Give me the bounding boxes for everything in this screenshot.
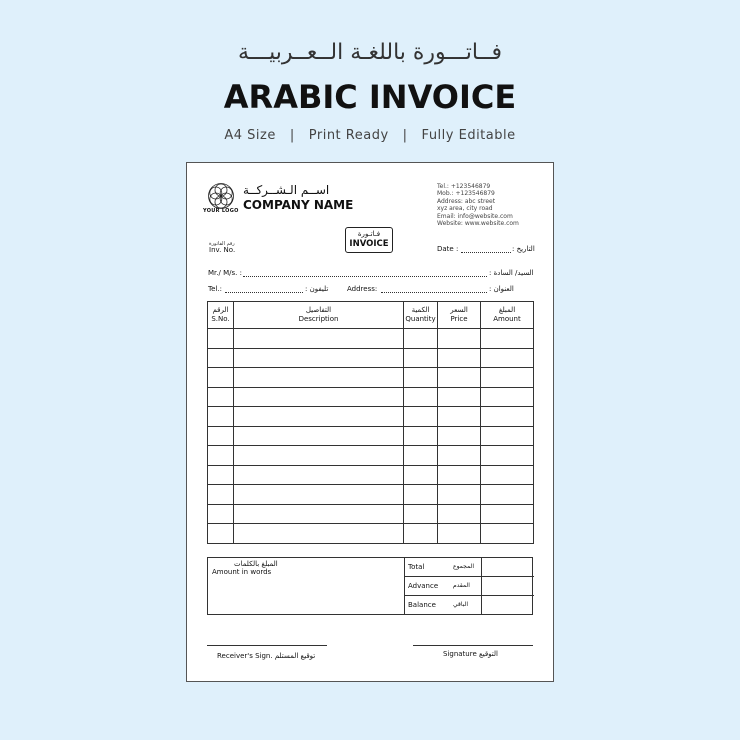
description-cell[interactable] <box>234 465 404 485</box>
sno-cell[interactable] <box>208 485 234 505</box>
table-row <box>208 504 534 524</box>
advance-value-field[interactable] <box>481 577 534 596</box>
description-cell[interactable] <box>234 446 404 466</box>
feature-list <box>0 128 740 143</box>
quantity-cell[interactable] <box>404 329 438 349</box>
amount-cell[interactable] <box>481 465 534 485</box>
contact-address-line1: Address: abc street <box>437 197 496 205</box>
sno-cell[interactable] <box>208 407 234 427</box>
column-header-sno: الرقم S.No. <box>208 302 234 329</box>
quantity-cell[interactable] <box>404 407 438 427</box>
contact-email: Email: info@website.com <box>437 212 513 220</box>
date-label: Date : <box>437 245 459 253</box>
quantity-cell[interactable] <box>404 387 438 407</box>
total-label: Total <box>408 563 425 571</box>
description-cell[interactable] <box>234 504 404 524</box>
company-name: COMPANY NAME <box>243 198 354 212</box>
signature-line[interactable] <box>413 645 533 646</box>
tel-field[interactable] <box>225 292 303 293</box>
invoice-badge-label: INVOICE <box>349 239 389 249</box>
sno-cell[interactable] <box>208 524 234 544</box>
sno-cell[interactable] <box>208 465 234 485</box>
logo-text: YOUR LOGO <box>203 208 239 214</box>
quantity-cell[interactable] <box>404 426 438 446</box>
invoice-badge-arabic: فـاتـورة <box>357 230 381 238</box>
address-label: Address: <box>347 285 378 293</box>
tel-label-arabic: : تليفون <box>305 285 329 293</box>
feature-separator: | <box>289 128 295 143</box>
items-table <box>207 301 534 544</box>
company-name-arabic: اســم الـشــركــة <box>243 183 330 197</box>
address-field[interactable] <box>381 292 487 293</box>
feature-a4-size: A4 Size <box>224 128 276 143</box>
sno-cell[interactable] <box>208 426 234 446</box>
table-header-row <box>208 302 534 329</box>
balance-label-arabic: الباقي <box>453 601 469 608</box>
advance-row <box>405 577 534 596</box>
amount-cell[interactable] <box>481 407 534 427</box>
description-cell[interactable] <box>234 348 404 368</box>
amount-in-words-label-arabic: المبلغ بالكلمات <box>234 560 278 568</box>
tel-label: Tel.: <box>208 285 222 293</box>
description-cell[interactable] <box>234 387 404 407</box>
table-row <box>208 407 534 427</box>
sno-cell[interactable] <box>208 504 234 524</box>
main-title: ARABIC INVOICE <box>223 78 517 116</box>
balance-value-field[interactable] <box>481 596 534 615</box>
signature-label: Signature التوقيع <box>443 650 498 658</box>
price-cell[interactable] <box>438 426 481 446</box>
quantity-cell[interactable] <box>404 446 438 466</box>
balance-row <box>405 596 534 615</box>
price-cell[interactable] <box>438 407 481 427</box>
feature-separator: | <box>402 128 408 143</box>
quantity-cell[interactable] <box>404 368 438 388</box>
sno-cell[interactable] <box>208 387 234 407</box>
feature-print-ready: Print Ready <box>308 128 389 143</box>
customer-label-arabic: : السيد/ السادة <box>489 269 534 277</box>
price-cell[interactable] <box>438 446 481 466</box>
amount-cell[interactable] <box>481 348 534 368</box>
quantity-cell[interactable] <box>404 524 438 544</box>
invoice-sheet <box>186 162 554 682</box>
amount-cell[interactable] <box>481 368 534 388</box>
description-cell[interactable] <box>234 407 404 427</box>
quantity-cell[interactable] <box>404 348 438 368</box>
description-cell[interactable] <box>234 426 404 446</box>
price-cell[interactable] <box>438 465 481 485</box>
table-row <box>208 329 534 349</box>
advance-label: Advance <box>408 582 439 590</box>
column-header-amount: المبلغ Amount <box>481 302 534 329</box>
description-cell[interactable] <box>234 485 404 505</box>
contact-address-line2: xyz area, city road <box>437 205 493 213</box>
contact-tel: Tel.: +123546879 <box>437 183 491 190</box>
price-cell[interactable] <box>438 524 481 544</box>
quantity-cell[interactable] <box>404 465 438 485</box>
sno-cell[interactable] <box>208 368 234 388</box>
price-cell[interactable] <box>438 387 481 407</box>
amount-cell[interactable] <box>481 485 534 505</box>
column-header-quantity: الكمية Quantity <box>404 302 438 329</box>
table-row <box>208 485 534 505</box>
amount-cell[interactable] <box>481 329 534 349</box>
table-row <box>208 465 534 485</box>
price-cell[interactable] <box>438 329 481 349</box>
price-cell[interactable] <box>438 504 481 524</box>
date-field[interactable] <box>461 252 511 253</box>
column-header-description: التفاصيل Description <box>234 302 404 329</box>
receiver-signature-line[interactable] <box>207 645 327 646</box>
table-row <box>208 426 534 446</box>
price-cell[interactable] <box>438 368 481 388</box>
price-cell[interactable] <box>438 348 481 368</box>
amount-cell[interactable] <box>481 426 534 446</box>
table-row <box>208 446 534 466</box>
table-row <box>208 387 534 407</box>
amount-cell[interactable] <box>481 504 534 524</box>
table-row <box>208 524 534 544</box>
totals-block <box>404 558 534 615</box>
amount-in-words-label: Amount in words <box>212 568 272 576</box>
total-label-arabic: المجموع <box>453 563 474 570</box>
quantity-cell[interactable] <box>404 504 438 524</box>
invoice-number-label-arabic: رقم الفاتورة <box>209 241 235 247</box>
amount-cell[interactable] <box>481 446 534 466</box>
balance-label: Balance <box>408 601 436 609</box>
description-cell[interactable] <box>234 329 404 349</box>
contact-mob: Mob.: +123546879 <box>437 190 495 198</box>
amount-cell[interactable] <box>481 524 534 544</box>
customer-field[interactable] <box>243 276 487 277</box>
date-label-arabic: : التاريخ <box>512 245 535 253</box>
table-row <box>208 368 534 388</box>
column-header-price: السعر Price <box>438 302 481 329</box>
price-cell[interactable] <box>438 485 481 505</box>
description-cell[interactable] <box>234 368 404 388</box>
total-row <box>405 558 534 577</box>
address-label-arabic: : العنوان <box>489 285 514 293</box>
invoice-badge <box>345 227 393 253</box>
feature-fully-editable: Fully Editable <box>421 128 516 143</box>
receiver-signature-label: Receiver's Sign. توقيع المستلم <box>217 652 316 660</box>
flower-logo-icon <box>207 182 235 210</box>
sno-cell[interactable] <box>208 446 234 466</box>
table-row <box>208 348 534 368</box>
amount-cell[interactable] <box>481 387 534 407</box>
invoice-number-label: Inv. No. <box>209 246 236 254</box>
sno-cell[interactable] <box>208 348 234 368</box>
contact-info <box>437 183 519 227</box>
sno-cell[interactable] <box>208 329 234 349</box>
customer-label: Mr./ M/s. : <box>208 269 242 277</box>
contact-website: Website: www.website.com <box>437 220 519 228</box>
arabic-title: فــاتـــورة باللغـة الــعــربيـــة <box>238 40 502 65</box>
totals-section <box>207 557 533 615</box>
total-value-field[interactable] <box>481 558 534 577</box>
quantity-cell[interactable] <box>404 485 438 505</box>
description-cell[interactable] <box>234 524 404 544</box>
advance-label-arabic: المقدم <box>453 582 470 589</box>
